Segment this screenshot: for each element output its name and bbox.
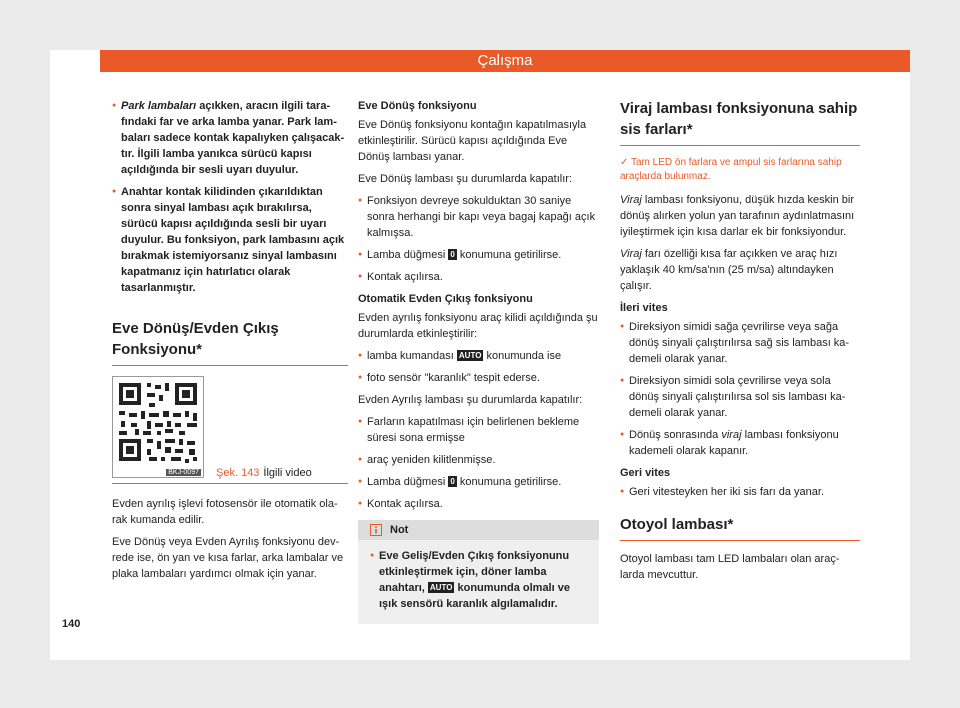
- note-title: Not: [390, 524, 409, 536]
- list-item-text: Anahtar kontak kilidinden çıkarıldıktan sonra sinyal lambası açık bırakılırsa, sürücü kapısı açıldığında sesli bir uyarı duyulur. Bu fonksiyon, park lambasını açık bırakmak istemiyorsanız sinyal lambasını kapatmanız için hatırlatıcı olarak tasarlanmıştır.: [121, 186, 345, 294]
- list-item-text: Dönüş sonrasında: [629, 429, 722, 441]
- list-item: [358, 247, 599, 263]
- paragraph: Evden ayrılış fonksiyonu araç kilidi açıldığında şu durumlarda etkinleştirilir:: [358, 312, 598, 340]
- check-note: [620, 156, 860, 184]
- italic-term: viraj: [721, 429, 742, 441]
- list-item-text: konumunda olmalı ve ışık sensörü karanlık algılamalıdır.: [379, 582, 570, 610]
- warning-list: [112, 98, 348, 296]
- subheading-home: Eve Dönüş fonksiyonu: [358, 100, 477, 112]
- list-item: ● Fonksiyon devreye sokulduktan 30 saniye sonra herhangi bir kapı veya bagaj kapağı açık kalmışsa.: [358, 193, 599, 241]
- list-item: [370, 548, 587, 612]
- subheading-forward: İleri vites: [620, 302, 668, 314]
- switch-key-badge: 0: [450, 477, 455, 486]
- list-item-text: lambası fonksiyonu kademeli olarak kapanır.: [629, 429, 839, 457]
- figure-code: BKJ-0097: [168, 469, 199, 476]
- auto-on-list: [358, 348, 599, 386]
- paragraph-text: lambası fonksiyonu, düşük hızda keskin bir dönüş alırken yolun yan tarafının aydınlatmasını iyileştirmek için kısa darlar ek bir fonksiyondur.: [620, 194, 855, 238]
- check-note-text: Tam LED ön farlara ve ampul sis farlarına sahip araçlarda bulunmaz.: [620, 157, 842, 182]
- auto-key-badge: AUTO: [429, 583, 453, 592]
- list-item-text: lamba kumandası: [367, 350, 457, 362]
- note-header: [358, 520, 599, 540]
- section-title-home: Eve Dönüş/Evden Çıkış Fonksiyonu*: [112, 318, 348, 366]
- list-item: ● Direksiyon simidi sağa çevrilirse veya sağa dönüş sinyali çalıştırılırsa sağ sis lambası kademeli olarak yanar.: [620, 319, 860, 367]
- italic-term: Viraj: [620, 248, 642, 260]
- list-item: ● araç yeniden kilitlenmişse.: [358, 452, 599, 468]
- list-item: ● Kontak açılırsa.: [358, 496, 599, 512]
- list-item: ● Direksiyon simidi sola çevrilirse veya sola dönüş sinyali çalıştırılırsa sol sis lambası kademeli olarak yanar.: [620, 373, 860, 421]
- list-item: ● Geri vitesteyken her iki sis farı da yanar.: [620, 484, 860, 500]
- column-2: [358, 98, 599, 624]
- section-title-cornering: Viraj lambası fonksiyonuna sahip sis farları*: [620, 98, 860, 146]
- home-off-list: [358, 193, 599, 285]
- page-header: Çalışma: [100, 50, 910, 72]
- paragraph: Eve Dönüş fonksiyonu kontağın kapatılmasıyla etkinleştirilir. Sürücü kapısı açıldığında Eve Dönüş lambası yanar.: [358, 119, 587, 163]
- section-title-highway: Otoyol lambası*: [620, 514, 860, 541]
- list-item-lead: Park lambaları: [121, 100, 197, 112]
- check-icon: ✓: [620, 157, 629, 168]
- auto-key-badge: AUTO: [458, 351, 482, 360]
- reverse-list: [620, 484, 860, 500]
- italic-term: Viraj: [620, 194, 642, 206]
- qr-code[interactable]: [112, 376, 204, 478]
- subheading-auto: Otomatik Evden Çıkış fonksiyonu: [358, 293, 533, 305]
- paragraph: Evden Ayrılış lambası şu durumlarda kapatılır:: [358, 394, 583, 406]
- column-3: [620, 98, 860, 589]
- info-icon: [370, 524, 382, 536]
- note-list: [370, 548, 587, 612]
- list-item-text: Eve Geliş/Evden Çıkış fonksiyonunu etkinleştirmek için, döner lamba anahtarı,: [379, 550, 570, 594]
- paragraph-text: farı özelliği kısa far açıkken ve araç hızı yaklaşık 40 km/sa'nın (25 m/sa) altındayken çalışır.: [620, 248, 838, 292]
- figure-caption: [216, 467, 312, 479]
- list-item: ● Farların kapatılması için belirlenen bekleme süresi sona ermişse: [358, 414, 599, 446]
- page-number: 140: [62, 618, 81, 630]
- note-body: [358, 540, 599, 624]
- list-item-text: açıkken, aracın ilgili tarafındaki far ve arka lamba yanar. Park lambaları sadece kontak kapalıyken çalışacaktır. İlgili lamba yanıkca sürücü kapısı açıldığında bir sesli uyarı duyulur.: [121, 100, 345, 176]
- list-item-text: konumuna getirilirse.: [456, 476, 562, 488]
- paragraph: Eve Dönüş lambası şu durumlarda kapatılır:: [358, 173, 572, 185]
- manual-page: [50, 50, 910, 660]
- list-item: [358, 348, 599, 364]
- list-item-text: konumunda ise: [483, 350, 562, 362]
- switch-key-badge: 0: [450, 250, 455, 259]
- figure: [112, 376, 348, 484]
- list-item-text: Lamba düğmesi: [367, 249, 449, 261]
- list-item: [358, 474, 599, 490]
- list-item-text: konumuna getirilirse.: [456, 249, 562, 261]
- paragraph: Eve Dönüş veya Evden Ayrılış fonksiyonu devrede ise, ön yan ve kısa farlar, arka lambalar ve plaka lambaları yardımcı olmak için yanar.: [112, 536, 344, 580]
- list-item: ● Kontak açılırsa.: [358, 269, 599, 285]
- note-box: [358, 520, 599, 624]
- list-item: [620, 427, 860, 459]
- list-item: [112, 184, 348, 296]
- list-item: ● foto sensör "karanlık" tespit ederse.: [358, 370, 599, 386]
- figure-number: Şek. 143: [216, 467, 260, 479]
- qr-code-icon: [113, 377, 203, 477]
- figure-caption-text: İlgili video: [263, 467, 312, 479]
- forward-list: [620, 319, 860, 459]
- subheading-reverse: Geri vites: [620, 467, 671, 479]
- paragraph: Evden ayrılış işlevi fotosensör ile otomatik olarak kumanda edilir.: [112, 498, 338, 526]
- auto-off-list: [358, 414, 599, 512]
- paragraph: Otoyol lambası tam LED lambaları olan araçlarda mevcuttur.: [620, 553, 840, 581]
- list-item-text: Lamba düğmesi: [367, 476, 449, 488]
- paragraph: [620, 246, 860, 294]
- column-1: [112, 98, 348, 588]
- paragraph: [620, 192, 860, 240]
- list-item: [112, 98, 348, 178]
